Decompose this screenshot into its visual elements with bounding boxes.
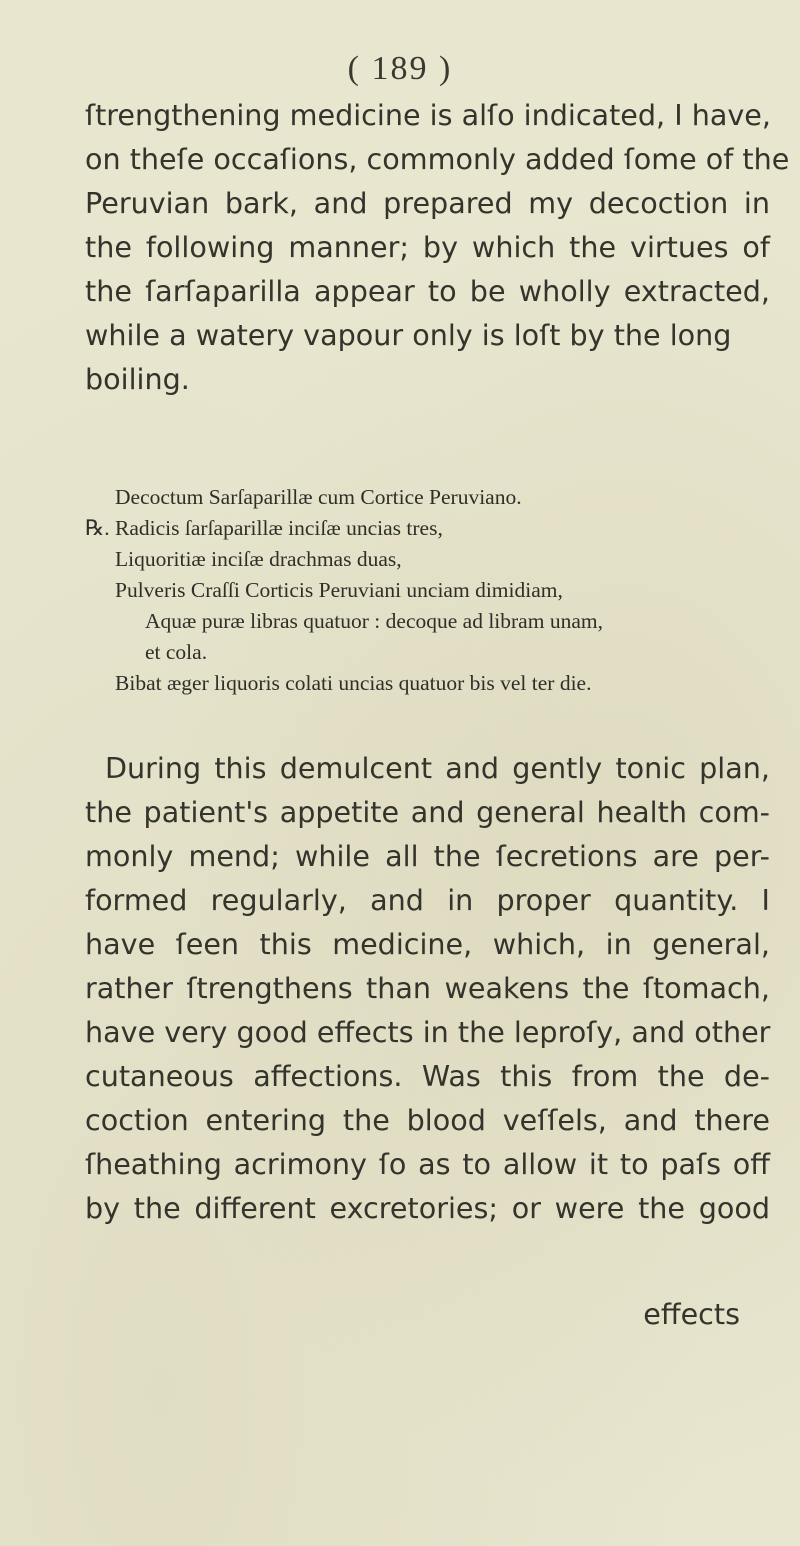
catchword: effects xyxy=(643,1297,740,1331)
text-line: ſheathing acrimony ſo as to allow it to paſs off xyxy=(85,1147,770,1181)
paragraph-1 xyxy=(85,93,790,401)
page-number: ( 189 ) xyxy=(347,50,453,87)
recipe-title: Decoctum Sarſaparillæ cum Cortice Peruviano. xyxy=(115,485,522,509)
text-line: ſtrengthening medicine is alſo indicated, I have, xyxy=(85,98,771,132)
text-line: while a watery vapour only is loſt by the long xyxy=(85,318,732,352)
text-line: During this demulcent and gently tonic plan, xyxy=(105,751,770,785)
recipe-line: Pulveris Craſſi Corticis Peruviani unciam dimidiam, xyxy=(115,578,563,602)
paragraph-2 xyxy=(85,746,770,1230)
text-line: have ſeen this medicine, which, in general, xyxy=(85,927,770,961)
recipe-line: Aquæ puræ libras quatuor : decoque ad libram unam, xyxy=(145,609,603,633)
text-line: Peruvian bark, and prepared my decoction in xyxy=(85,186,770,220)
recipe-line: Liquoritiæ inciſæ drachmas duas, xyxy=(115,547,402,571)
text-line: formed regularly, and in proper quantity. I xyxy=(85,883,770,917)
recipe-block xyxy=(85,482,765,699)
text-line: the ſarſaparilla appear to be wholly extracted, xyxy=(85,274,770,308)
text-line: coction entering the blood veſſels, and there xyxy=(85,1103,770,1137)
text-line: cutaneous affections. Was this from the de- xyxy=(85,1059,770,1093)
text-line: by the different excretories; or were the good xyxy=(85,1191,770,1225)
text-line: monly mend; while all the ſecretions are per- xyxy=(85,839,770,873)
text-line: have very good effects in the leproſy, and other xyxy=(85,1015,771,1049)
recipe-line: Bibat æger liquoris colati uncias quatuor bis vel ter die. xyxy=(115,671,592,695)
recipe-line: et cola. xyxy=(145,640,208,664)
text-line: rather ſtrengthens than weakens the ſtomach, xyxy=(85,971,770,1005)
recipe-line: ℞. Radicis ſarſaparillæ inciſæ uncias tres, xyxy=(85,516,443,540)
text-line: the patient's appetite and general health com- xyxy=(85,795,770,829)
text-line: on theſe occaſions, commonly added ſome of the xyxy=(85,142,790,176)
text-line: boiling. xyxy=(85,362,190,396)
text-line: the following manner; by which the virtues of xyxy=(85,230,770,264)
